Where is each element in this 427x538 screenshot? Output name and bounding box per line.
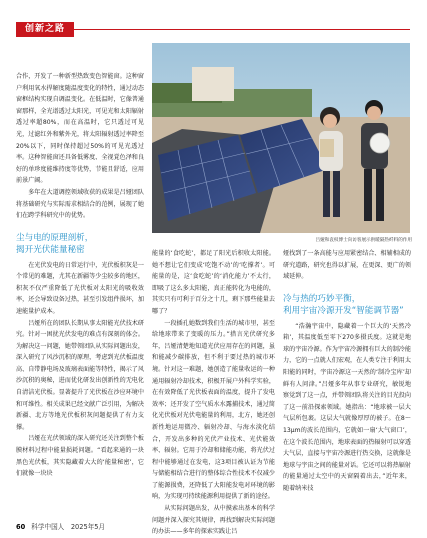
col1-paragraph-2: 多年在大道调控领域收获的成果是吕娅团队将基础研究与实际需求相结合的范例，展现了她们在跨学科研究中的优势。 <box>16 188 144 220</box>
col2-paragraph-2: 一段插孔她数到我们生活的城市里，甚至给地球带来了变暖的压力。”措言光伏研究多年，吕娅清楚地知道光伏应用存在的问题，虽和能减少碳排放，但不利于要过热的城市环境。针对这一难题，她创造了能量收运的一种通用辐射冷却技术，积极开展户外科学实验，在有效降低了光伏板表面的温度，提升了发电效率；还开发了空气质水水露捕技术，通过简化光伏板对光伏电能量的利用，北方，她还创新性地运用微冷、辐射冷却、与海水淡化结合，开发出多种的光伏产业技术、光伏能效率、辐射。它用于冷却和储能功能，将光伏过程中能够通过在发电，这3项目被认证为节能与储能相结合进行的整体综合性技术不仅减少了能源损费，还降低了大阳能发电对环境的影响，为实现可持续能源利用提供了新的途径。 <box>152 319 275 501</box>
col1-heading-line-1: 尘与电的原理剖析， <box>16 232 94 243</box>
page-footer <box>16 522 316 532</box>
col3-heading-line-2: 利用宇宙冷源开发“智能调节器” <box>283 306 404 317</box>
column-2 <box>152 248 275 538</box>
page-number: 60 <box>16 523 26 531</box>
col1-paragraph-3: 在光伏发电的日常运行中，光伏板积灰是一个常见的难题，尤其在新疆等少尘较多的地区，积灰不仅严重降低了光伏板对太阳光的吸收效率，还会导致设备过热，甚至引发组件损坏，加速能量护成本。 <box>16 261 144 315</box>
col2-paragraph-1: 能量的‘食吃蛇’，都足了阳光后积收太阳能。她不想让它们变成‘吃饱不动’的‘吃撑者’。可能量的是，这‘食吃蛇’的‘消化能力’不太行，即吸了这么多太阳能，真正能转化为电能的，其实只有可利于百分之十几，剩下那些能量去哪了？ <box>152 250 275 315</box>
col1-paragraph-4: 吕娅所在的团队长期从事太阳能光伏技术研究。针对一困扰光伏发电的难点有深刻的体会。为解决这一问题，她带领团队从实际问题出发，深入研究了风沙沉积的原理，考虑到光伏板温度高、自带静电场及玻璃表面能等特性，揭示了风沙沉积的奥秘，进而优化研发出创新性的无电化自清洁光伏板。显著提升了光伏板在沙应环境中和可维性。相关成果已经文献广泛引用，为解决新疆、北方等地光伏板积灰问题提供了有力支撑。 <box>16 319 144 431</box>
col1-paragraph-5: 吕娅在光伏领域的深入研究还关注到整个板膜材料过程中能量损耗问题。“看起来通的一块黑色光伏板，其实隐藏着大大的‘能量秘密’，它们就像一块块 <box>16 435 144 478</box>
section-divider <box>74 29 410 30</box>
col3-paragraph-1: 娅找到了一条高能与应用紧密结合、相辅相成的研究道路，研究也得以扩展，在更深、更广的领域延伸。 <box>283 250 411 281</box>
col3-heading <box>283 293 411 318</box>
rooftop-solar-photo <box>152 43 410 233</box>
column-3 <box>283 248 411 495</box>
col1-heading <box>16 232 144 257</box>
col3-paragraph-2: “浩瀚宇宙中，隐藏着一个巨大的‘天然冷箱’，其温度低至零下270多摄氏度。这就是地球的宇宙冷源。作为宇宙冷源拥有巨大的制冷能力，它的一点就人们宏观，在人类专注于利用太阳能的同时，宇宙冷源这一天然的‘制冷宝库’却鲜有人问津。”吕娅多年从事专业研究，敏锐地察觉到了这一点，并带领团队将关注的目光投向了这一前沿探索领域。她指出：“地球被一层大气层所包裹。这层大气就像厚厚的被子。在8～13μm的波长范围内，它就如一扇‘大气窗口’，在这个波长范围内，地球表面的热辐射可以穿透大气层，直接与宇宙冷源进行热交换，这就像是地球与宇宙之间的能量对话。它还可以将热辐射的能量通过太空中的天窗隔着出去，”近年来，随着纳米技 <box>283 322 411 492</box>
col1-paragraph-1: 合作，开发了一种新型热致变色智能窗。这种窗户利用氧水捍解度随温度变化的特性，通过动态窗框结构实现自调温变化。在低温时，它像普通窗那样，全光谱透过太阳光，可见光和太阳辐射透过率超80%，而在高温时，它只透过可见光，过滤红外和紫外光，将太阳辐射透过率降至20%以下，同时保持超过50%的可见光透过率。这种智能窗还具备低雾度、全视覚色泽和良好的单珍度能维持度等优势，节能且舒适，应用前景广阔。 <box>16 73 144 185</box>
footer-text: 科学中国人 2025年5月 <box>31 523 106 531</box>
col2-paragraph-3: 从实际问题出发，从中摸索出基本的科学问题并深入探究其规律，再找到解决实际问题的办法——多年的探索实践让吕 <box>152 505 275 536</box>
col3-heading-line-1: 冷与热的巧妙平衡， <box>283 293 361 304</box>
column-1 <box>16 71 144 480</box>
photo-caption: 吕娅和袁权博士向访客展示供暖隔热纤料的作用 <box>315 238 412 243</box>
col1-heading-line-2: 揭开光伏能量秘密 <box>16 245 85 256</box>
section-label: 创新之路 <box>16 22 74 37</box>
feature-photo <box>152 43 410 233</box>
